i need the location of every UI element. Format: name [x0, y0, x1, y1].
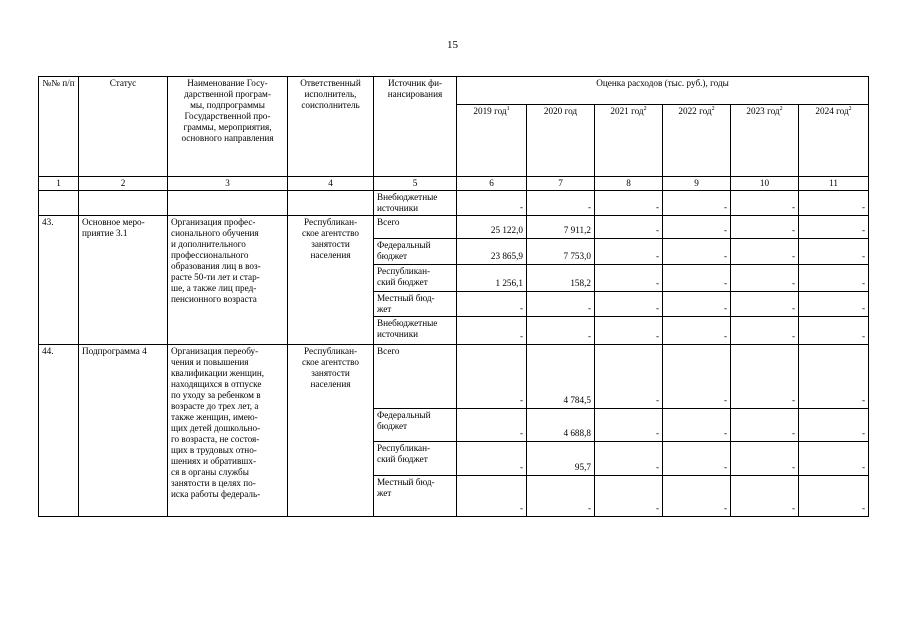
text-line: ское агентство: [302, 228, 359, 238]
cost-value: -: [799, 442, 869, 476]
cost-value: -: [663, 265, 731, 292]
cost-value: -: [663, 216, 731, 239]
year-footnote-mark: 1: [506, 105, 510, 112]
cost-value: -: [457, 292, 527, 317]
header-year-1: [457, 105, 527, 177]
column-number: 8: [595, 177, 663, 191]
cost-value: -: [595, 191, 663, 216]
cost-value: -: [731, 409, 799, 442]
text-line: занятости: [311, 368, 350, 378]
text-line: Основное меро-: [82, 217, 145, 227]
cost-value: -: [595, 239, 663, 265]
text-line: источники: [377, 329, 419, 339]
budget-table: [38, 76, 869, 517]
page-number: 15: [447, 39, 458, 51]
cost-value: -: [799, 292, 869, 317]
year-label: 2021 год: [610, 106, 644, 116]
cell-name: [168, 191, 288, 216]
cost-value: -: [731, 345, 799, 409]
cost-value: -: [595, 476, 663, 517]
cost-value: -: [799, 409, 869, 442]
column-number: 1: [39, 177, 79, 191]
text-line: ся в органы службы: [171, 467, 249, 477]
column-number: 11: [799, 177, 869, 191]
text-line: шениях и обратившх-: [171, 456, 257, 466]
cost-value: 158,2: [527, 265, 595, 292]
text-line: чения и повышения: [171, 357, 249, 367]
column-number: 5: [374, 177, 457, 191]
text-line: Государственной про-: [184, 111, 271, 121]
text-line: Всего: [377, 346, 400, 356]
header-year-5: [731, 105, 799, 177]
table-row: [39, 216, 869, 239]
text-line: щих детей дошкольно-: [171, 423, 261, 433]
text-line: основного направления: [181, 133, 274, 143]
cell-source: [374, 409, 457, 442]
cost-value: -: [595, 345, 663, 409]
year-footnote-mark: 2: [643, 105, 647, 112]
text-line: Местный бюд-: [377, 293, 435, 303]
year-label: 2024 год: [815, 106, 849, 116]
cost-value: -: [799, 239, 869, 265]
column-number: 7: [527, 177, 595, 191]
text-line: ское агентство: [302, 357, 359, 367]
header-col-name: [168, 77, 288, 177]
cell-name: [168, 216, 288, 345]
cost-value: -: [663, 409, 731, 442]
text-line: возрасте до трех лет, а: [171, 401, 259, 411]
cost-value: 7 911,2: [527, 216, 595, 239]
text-line: населения: [310, 250, 351, 260]
text-line: Республикан-: [377, 443, 431, 453]
text-line: находящихся в отпуске: [171, 379, 262, 389]
cell-num: 44.: [39, 345, 79, 517]
cell-responsible: [288, 191, 374, 216]
cell-name: [168, 345, 288, 517]
text-line: Республикан-: [303, 217, 358, 227]
header-col-num: №№ п/п: [39, 77, 79, 177]
text-line: Местный бюд-: [377, 477, 435, 487]
year-footnote-mark: 2: [779, 105, 783, 112]
cost-value: -: [799, 317, 869, 345]
cost-value: -: [527, 476, 595, 517]
text-line: Ответственный: [300, 78, 361, 88]
cost-value: -: [663, 476, 731, 517]
text-line: Внебюджетные: [377, 318, 438, 328]
text-line: иска работы федераль-: [171, 489, 261, 499]
cost-value: 23 865,9: [457, 239, 527, 265]
text-line: сионального обучения: [171, 228, 259, 238]
column-number: 9: [663, 177, 731, 191]
cost-value: -: [457, 191, 527, 216]
text-line: ский бюджет: [377, 454, 428, 464]
header-col-costs: Оценка расходов (тыс. руб.), годы: [457, 77, 869, 105]
text-line: Республикан-: [303, 346, 358, 356]
text-line: профессионального: [171, 250, 249, 260]
cost-value: -: [731, 476, 799, 517]
cell-source: [374, 442, 457, 476]
cost-value: -: [457, 442, 527, 476]
cost-value: -: [731, 292, 799, 317]
cost-value: 1 256,1: [457, 265, 527, 292]
header-year-2: [527, 105, 595, 177]
header-col-source: [374, 77, 457, 177]
year-label: 2020 год: [543, 106, 578, 116]
cost-value: 4 784,5: [527, 345, 595, 409]
column-number: 4: [288, 177, 374, 191]
year-label: 2022 год: [678, 106, 712, 116]
cell-source: [374, 317, 457, 345]
text-line: Источник фи-: [387, 78, 443, 88]
cell-num: [39, 191, 79, 216]
text-line: дарственной програм-: [184, 89, 271, 99]
text-line: граммы, мероприятия,: [183, 122, 272, 132]
cost-value: -: [799, 476, 869, 517]
cost-value: -: [799, 265, 869, 292]
cost-value: -: [663, 317, 731, 345]
cost-value: 7 753,0: [527, 239, 595, 265]
text-line: по уходу за ребенком в: [171, 390, 261, 400]
text-line: ше, а также лиц пред-: [171, 283, 257, 293]
cell-responsible: [288, 345, 374, 517]
cost-value: -: [731, 191, 799, 216]
text-line: щих в трудовых отно-: [171, 445, 257, 455]
cost-value: -: [731, 216, 799, 239]
text-line: жет: [377, 304, 392, 314]
cost-value: -: [663, 345, 731, 409]
column-number: 3: [168, 177, 288, 191]
cell-status: [79, 216, 168, 345]
cost-value: 4 688,8: [527, 409, 595, 442]
text-line: мы, подпрограммы: [190, 100, 265, 110]
cell-source: [374, 292, 457, 317]
text-line: соисполнитель: [301, 100, 360, 110]
cost-value: -: [799, 345, 869, 409]
text-line: Всего: [377, 217, 400, 227]
year-footnote-mark: 2: [848, 105, 852, 112]
cost-value: -: [527, 317, 595, 345]
year-footnote-mark: 2: [711, 105, 715, 112]
cell-status: [79, 191, 168, 216]
cell-source: [374, 216, 457, 239]
cost-value: -: [799, 216, 869, 239]
text-line: квалификации женщин,: [171, 368, 265, 378]
text-line: пенсионного возраста: [171, 294, 257, 304]
cell-source: [374, 476, 457, 517]
text-line: Внебюджетные: [377, 192, 438, 202]
cost-value: -: [595, 442, 663, 476]
text-line: занятости: [311, 239, 350, 249]
text-line: источники: [377, 203, 419, 213]
text-line: Подпрограмма 4: [82, 346, 147, 356]
cell-source: [374, 265, 457, 292]
cost-value: 95,7: [527, 442, 595, 476]
text-line: Организация переобу-: [171, 346, 259, 356]
text-line: Наименование Госу-: [187, 78, 268, 88]
cost-value: -: [731, 317, 799, 345]
cell-status: [79, 345, 168, 517]
year-label: 2023 год: [746, 106, 780, 116]
cost-value: -: [457, 476, 527, 517]
table-row: [39, 191, 869, 216]
column-number: 10: [731, 177, 799, 191]
text-line: жет: [377, 488, 392, 498]
cost-value: -: [663, 191, 731, 216]
cell-responsible: [288, 216, 374, 345]
cost-value: -: [799, 191, 869, 216]
text-line: Федеральный: [377, 240, 431, 250]
cost-value: -: [595, 292, 663, 317]
header-col-responsible: [288, 77, 374, 177]
cost-value: -: [457, 345, 527, 409]
cost-value: -: [731, 239, 799, 265]
text-line: расте 50-ти лет и стар-: [171, 272, 260, 282]
table-row: [39, 345, 869, 409]
cost-value: -: [527, 292, 595, 317]
text-line: приятие 3.1: [82, 228, 128, 238]
text-line: Республикан-: [377, 266, 431, 276]
text-line: также женщин, имею-: [171, 412, 258, 422]
cost-value: -: [595, 216, 663, 239]
text-line: занятости в целях по-: [171, 478, 256, 488]
cell-num: 43.: [39, 216, 79, 345]
text-line: бюджет: [377, 421, 408, 431]
text-line: Организация профес-: [171, 217, 256, 227]
cost-value: -: [457, 409, 527, 442]
cost-value: -: [731, 442, 799, 476]
cost-value: -: [457, 317, 527, 345]
year-label: 2019 год: [473, 106, 507, 116]
text-line: населения: [310, 379, 351, 389]
cost-value: -: [663, 442, 731, 476]
header-year-3: [595, 105, 663, 177]
cost-value: -: [527, 191, 595, 216]
text-line: го возраста, не состоя-: [171, 434, 260, 444]
cost-value: -: [595, 409, 663, 442]
cost-value: -: [595, 317, 663, 345]
text-line: ский бюджет: [377, 277, 428, 287]
cost-value: -: [663, 292, 731, 317]
header-year-6: [799, 105, 869, 177]
cost-value: 25 122,0: [457, 216, 527, 239]
cell-source: [374, 345, 457, 409]
cost-value: -: [663, 239, 731, 265]
cell-source: [374, 191, 457, 216]
text-line: образования лиц в воз-: [171, 261, 261, 271]
header-col-status: Статус: [79, 77, 168, 177]
cost-value: -: [595, 265, 663, 292]
text-line: нансирования: [387, 89, 443, 99]
text-line: бюджет: [377, 251, 408, 261]
text-line: Федеральный: [377, 410, 431, 420]
header-year-4: [663, 105, 731, 177]
column-number: 2: [79, 177, 168, 191]
column-number: 6: [457, 177, 527, 191]
cost-value: -: [731, 265, 799, 292]
text-line: исполнитель,: [304, 89, 357, 99]
text-line: и дополнительного: [171, 239, 246, 249]
cell-source: [374, 239, 457, 265]
